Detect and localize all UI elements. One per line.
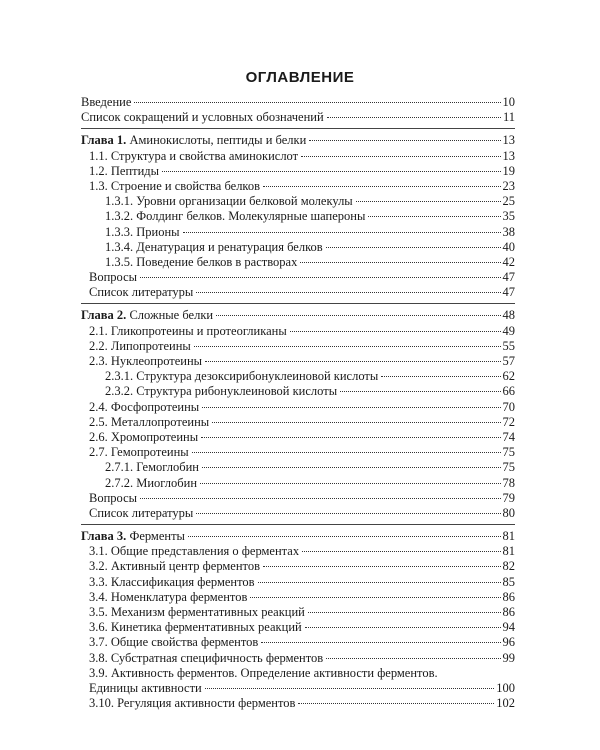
toc-entry-2-1[interactable]: 2.1. Гликопротеины и протеогликаны 49 <box>89 323 515 338</box>
toc-entry-1-2[interactable]: 1.2. Пептиды 19 <box>89 163 515 178</box>
toc-entry-3-5[interactable]: 3.5. Механизм ферментативных реакций 86 <box>89 605 515 619</box>
toc-entry-3-9-line1[interactable]: 3.9. Активность ферментов. Определение активности ферментов. <box>89 665 438 680</box>
toc-entry-2-3-2[interactable]: 2.3.2. Структура рибонуклеиновой кислоты 66 <box>105 384 515 399</box>
page-number: 48 <box>502 308 515 323</box>
toc-entry-1-3[interactable]: 1.3. Строение и свойства белков 23 <box>89 178 515 193</box>
toc-entry-3-4[interactable]: 3.4. Номенклатура ферментов 86 <box>89 589 515 604</box>
toc-entry-1-3-2[interactable]: 1.3.2. Фолдинг белков. Молекулярные шапероны 35 <box>105 209 515 224</box>
table-of-contents <box>81 95 515 711</box>
toc-entry-3-10[interactable]: 3.10. Регуляция активности ферментов 102 <box>89 696 515 711</box>
page-number: 10 <box>502 95 515 109</box>
toc-entry-2-5[interactable]: 2.5. Металлопротеины 72 <box>89 414 515 429</box>
toc-entry-3-9-line2[interactable]: Единицы активности 100 <box>89 680 515 695</box>
chapter-title: Ферменты <box>129 529 185 544</box>
toc-entry-3-6[interactable]: 3.6. Кинетика ферментативных реакций 94 <box>89 620 515 635</box>
divider <box>81 303 515 304</box>
toc-entry-3-8[interactable]: 3.8. Субстратная специфичность ферментов 99 <box>89 650 515 665</box>
toc-entry-2-4[interactable]: 2.4. Фосфопротеины 70 <box>89 399 515 414</box>
page-title: ОГЛАВЛЕНИЕ <box>245 69 355 86</box>
chapter-prefix: Глава 1. <box>81 133 127 148</box>
toc-entry-1-3-5[interactable]: 1.3.5. Поведение белков в растворах 42 <box>105 254 515 269</box>
toc-chapter-3[interactable] <box>81 529 515 544</box>
toc-entry-2-7[interactable]: 2.7. Гемопротеины 75 <box>89 445 515 460</box>
page-number: 11 <box>502 110 515 125</box>
chapter-prefix: Глава 2. <box>81 308 127 323</box>
toc-entry-1-3-1[interactable]: 1.3.1. Уровни организации белковой молекулы 25 <box>105 194 515 209</box>
page-number: 81 <box>502 529 515 544</box>
toc-entry-3-2[interactable]: 3.2. Активный центр ферментов 82 <box>89 559 515 574</box>
divider <box>81 128 515 129</box>
toc-entry-1-literature[interactable]: Список литературы 47 <box>89 285 515 300</box>
toc-entry-3-3[interactable]: 3.3. Классификация ферментов 85 <box>89 574 515 589</box>
chapter-prefix: Глава 3. <box>81 529 127 544</box>
toc-entry-2-7-2[interactable]: 2.7.2. Миоглобин 78 <box>105 475 515 490</box>
toc-entry-1-questions[interactable]: Вопросы 47 <box>89 270 515 285</box>
toc-chapter-1[interactable] <box>81 133 515 148</box>
toc-entry-2-7-1[interactable]: 2.7.1. Гемоглобин 75 <box>105 460 515 475</box>
toc-entry-abbreviations[interactable]: Список сокращений и условных обозначений 11 <box>81 110 515 125</box>
chapter-title: Аминокислоты, пептиды и белки <box>129 133 307 148</box>
toc-entry-2-questions[interactable]: Вопросы 79 <box>89 490 515 505</box>
toc-entry-2-3[interactable]: 2.3. Нуклеопротеины 57 <box>89 354 515 368</box>
toc-entry-3-1[interactable]: 3.1. Общие представления о ферментах 81 <box>89 544 515 559</box>
toc-entry-1-3-3[interactable]: 1.3.3. Прионы 38 <box>105 224 515 239</box>
chapter-title: Сложные белки <box>129 308 214 323</box>
toc-entry-introduction[interactable]: Введение 10 <box>81 95 515 109</box>
page-number: 13 <box>502 133 515 148</box>
toc-entry-1-1[interactable]: 1.1. Структура и свойства аминокислот 13 <box>89 148 515 163</box>
toc-entry-2-literature[interactable]: Список литературы 80 <box>89 505 515 520</box>
toc-entry-2-6[interactable]: 2.6. Хромопротеины 74 <box>89 429 515 444</box>
toc-entry-3-7[interactable]: 3.7. Общие свойства ферментов 96 <box>89 635 515 650</box>
toc-entry-2-2[interactable]: 2.2. Липопротеины 55 <box>89 338 515 353</box>
divider <box>81 524 515 525</box>
toc-entry-2-3-1[interactable]: 2.3.1. Структура дезоксирибонуклеиновой кислоты 62 <box>105 369 515 384</box>
toc-entry-1-3-4[interactable]: 1.3.4. Денатурация и ренатурация белков 40 <box>105 239 515 254</box>
toc-chapter-2[interactable] <box>81 308 515 323</box>
